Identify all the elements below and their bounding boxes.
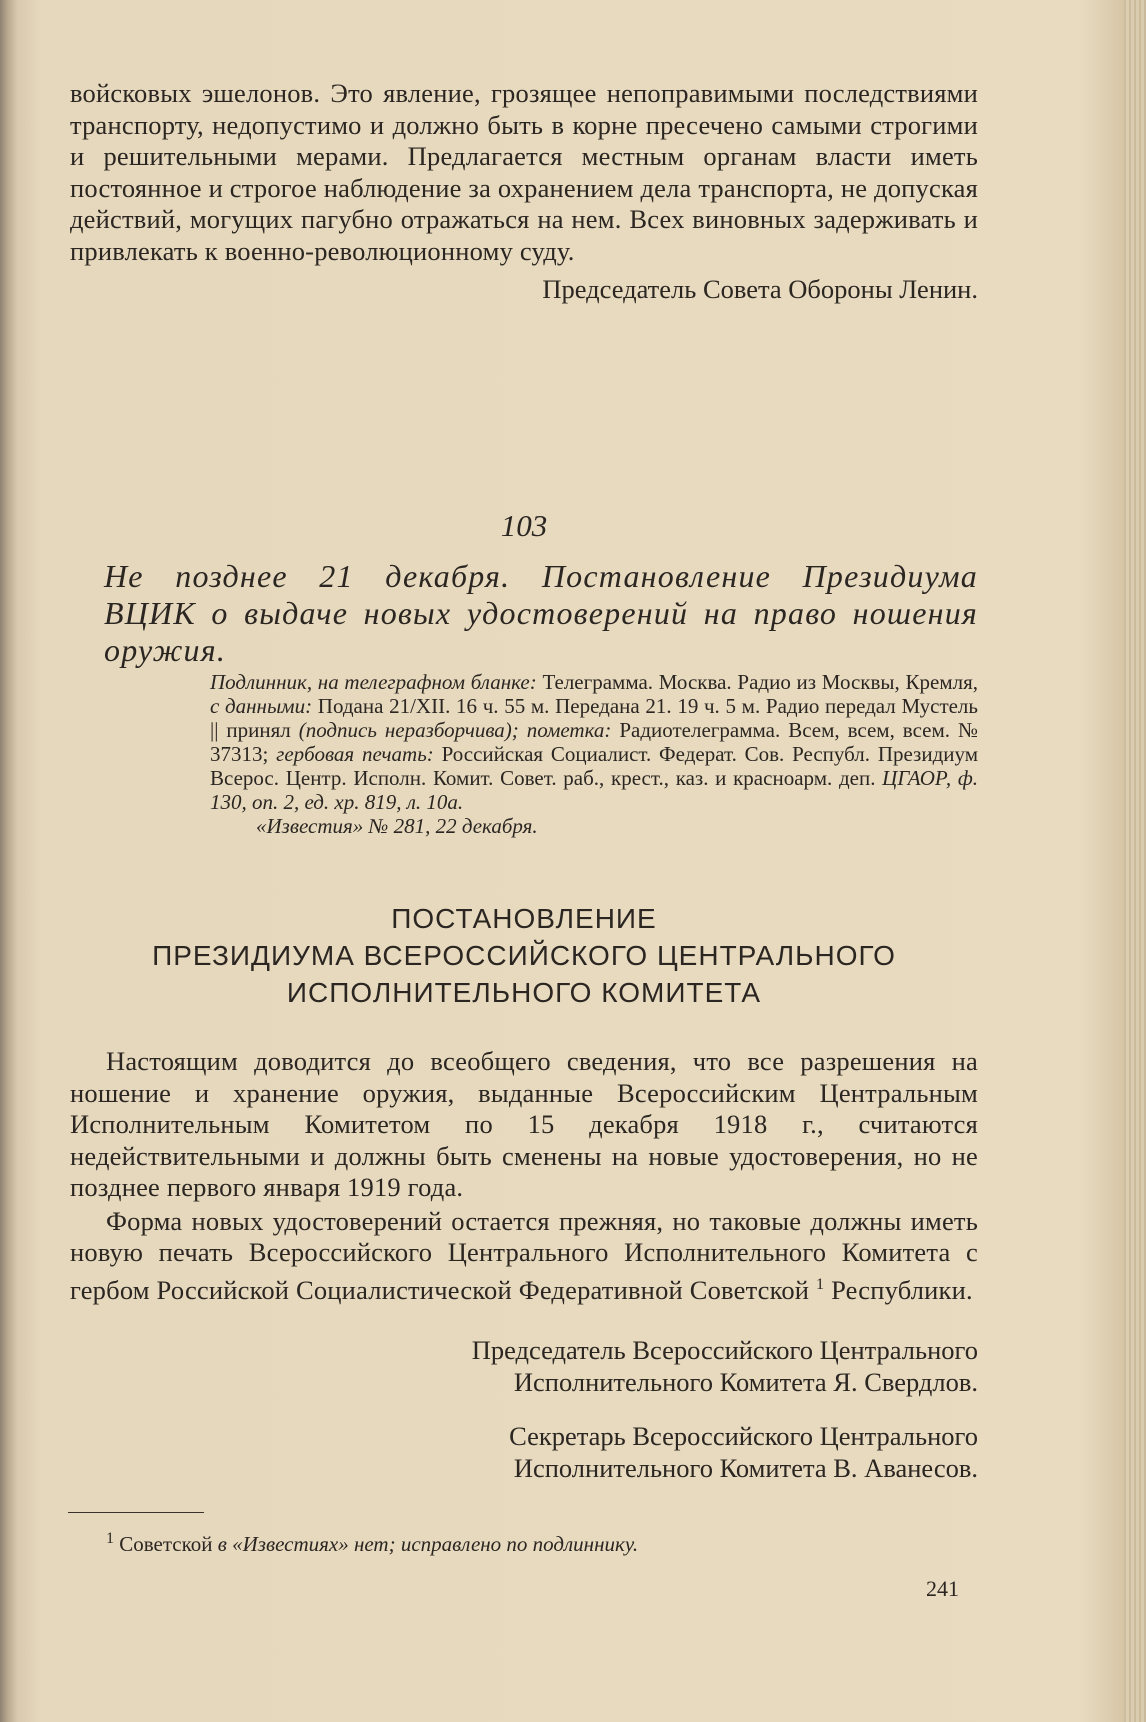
secretary-line-1: Секретарь Всероссийского Центрального [509, 1421, 978, 1451]
title-line-2: ПРЕЗИДИУМА ВСЕРОССИЙСКОГО ЦЕНТРАЛЬНОГО [152, 940, 896, 971]
archival-text-radiogram: Радиотелеграмма. Всем, всем, всем. № 37313; [210, 718, 979, 766]
page-number: 241 [926, 1576, 959, 1601]
book-edge [1124, 0, 1146, 1722]
body-paragraph-2-text: Форма новых удостоверений остается прежняя, но таковые должны иметь новую печать Всероссийского Центрального Исполнительного Комитета с гербом Российской Социалистической Федеративной Советской [70, 1205, 978, 1305]
archival-label-seal: гербовая печать: [276, 742, 434, 766]
footnote-mark: 1 [106, 1530, 114, 1547]
archival-text-seal: Российская Социалист. Федерат. Сов. Республ. Президиум Всерос. Центр. Исполн. Комит. Совет. раб., крест., каз. и красноарм. деп. [210, 742, 979, 790]
archival-text-telegram: Телеграмма. Москва. Радио из Москвы, Кремля, [542, 670, 978, 694]
document-header [70, 508, 978, 669]
footnote [106, 1526, 638, 1557]
body-paragraph-2-end: Республики. [831, 1274, 973, 1305]
archival-note [210, 670, 978, 838]
document-number: 103 [500, 508, 548, 543]
body-paragraph-1: Настоящим доводится до всеобщего сведения, что все разрешения на ношение и хранение оружия, выданные Всероссийским Центральным Исполнительным Комитетом по 15 декабря 1918 г., считаются недействительными и должны быть сменены на новые удостоверения, но не позднее первого января 1919 года. [70, 1046, 978, 1202]
archival-label-original: Подлинник, на телеграфном бланке: [210, 670, 537, 694]
chair-line-1: Председатель Всероссийского Центрального [471, 1335, 978, 1365]
archival-source [210, 670, 978, 814]
top-paragraph: войсковых эшелонов. Это явление, грозящее непоправимыми последствиями транспорту, недопустимо и должно быть в корне пресечено самыми строгими и решительными мерами. Предлагается местным органам власти иметь постоянное и строгое наблюдение за охранением дела транспорта, не допуская действий, могущих пагубно отражаться на нем. Всех виновных задерживать и привлекать к военно-революционному суду. [70, 78, 978, 266]
footnote-divider [68, 1512, 204, 1513]
archival-label-signature: (подпись неразборчива); пометка: [298, 718, 612, 742]
title-line-3: ИСПОЛНИТЕЛЬНОГО КОМИТЕТА [286, 977, 762, 1008]
archival-text-transmission: Подана 21/XII. 16 ч. 55 м. Передана 21. 19 ч. 5 м. Радио передал Мустель || принял [210, 694, 978, 742]
resolution-title [70, 900, 978, 1011]
top-signature: Председатель Совета Обороны Ленин. [542, 274, 978, 304]
publication-reference [210, 814, 978, 838]
title-line-1: ПОСТАНОВЛЕНИЕ [391, 903, 657, 934]
footnote-text: в «Известиях» нет; исправлено по подлиннику. [217, 1532, 639, 1556]
body-paragraph-2 [70, 1206, 978, 1306]
secretary-line-2: Исполнительного Комитета В. Аванесов. [513, 1453, 978, 1483]
footnote-reference: 1 [816, 1275, 825, 1293]
top-section [70, 78, 978, 305]
document-heading: Не позднее 21 декабря. Постановление Президиума ВЦИК о выдаче новых удостоверений на право ношения оружия. [104, 558, 978, 668]
chair-line-2: Исполнительного Комитета Я. Свердлов. [513, 1367, 978, 1397]
signatures [70, 1334, 978, 1484]
publication-text: «Известия» № 281, 22 декабря. [256, 814, 538, 838]
footnote-word: Советской [119, 1532, 213, 1556]
archival-reference: ЦГАОР, ф. 130, оп. 2, ед. хр. 819, л. 10а. [210, 766, 979, 814]
resolution-body [70, 1046, 978, 1306]
archival-label-data: с данными: [210, 694, 313, 718]
